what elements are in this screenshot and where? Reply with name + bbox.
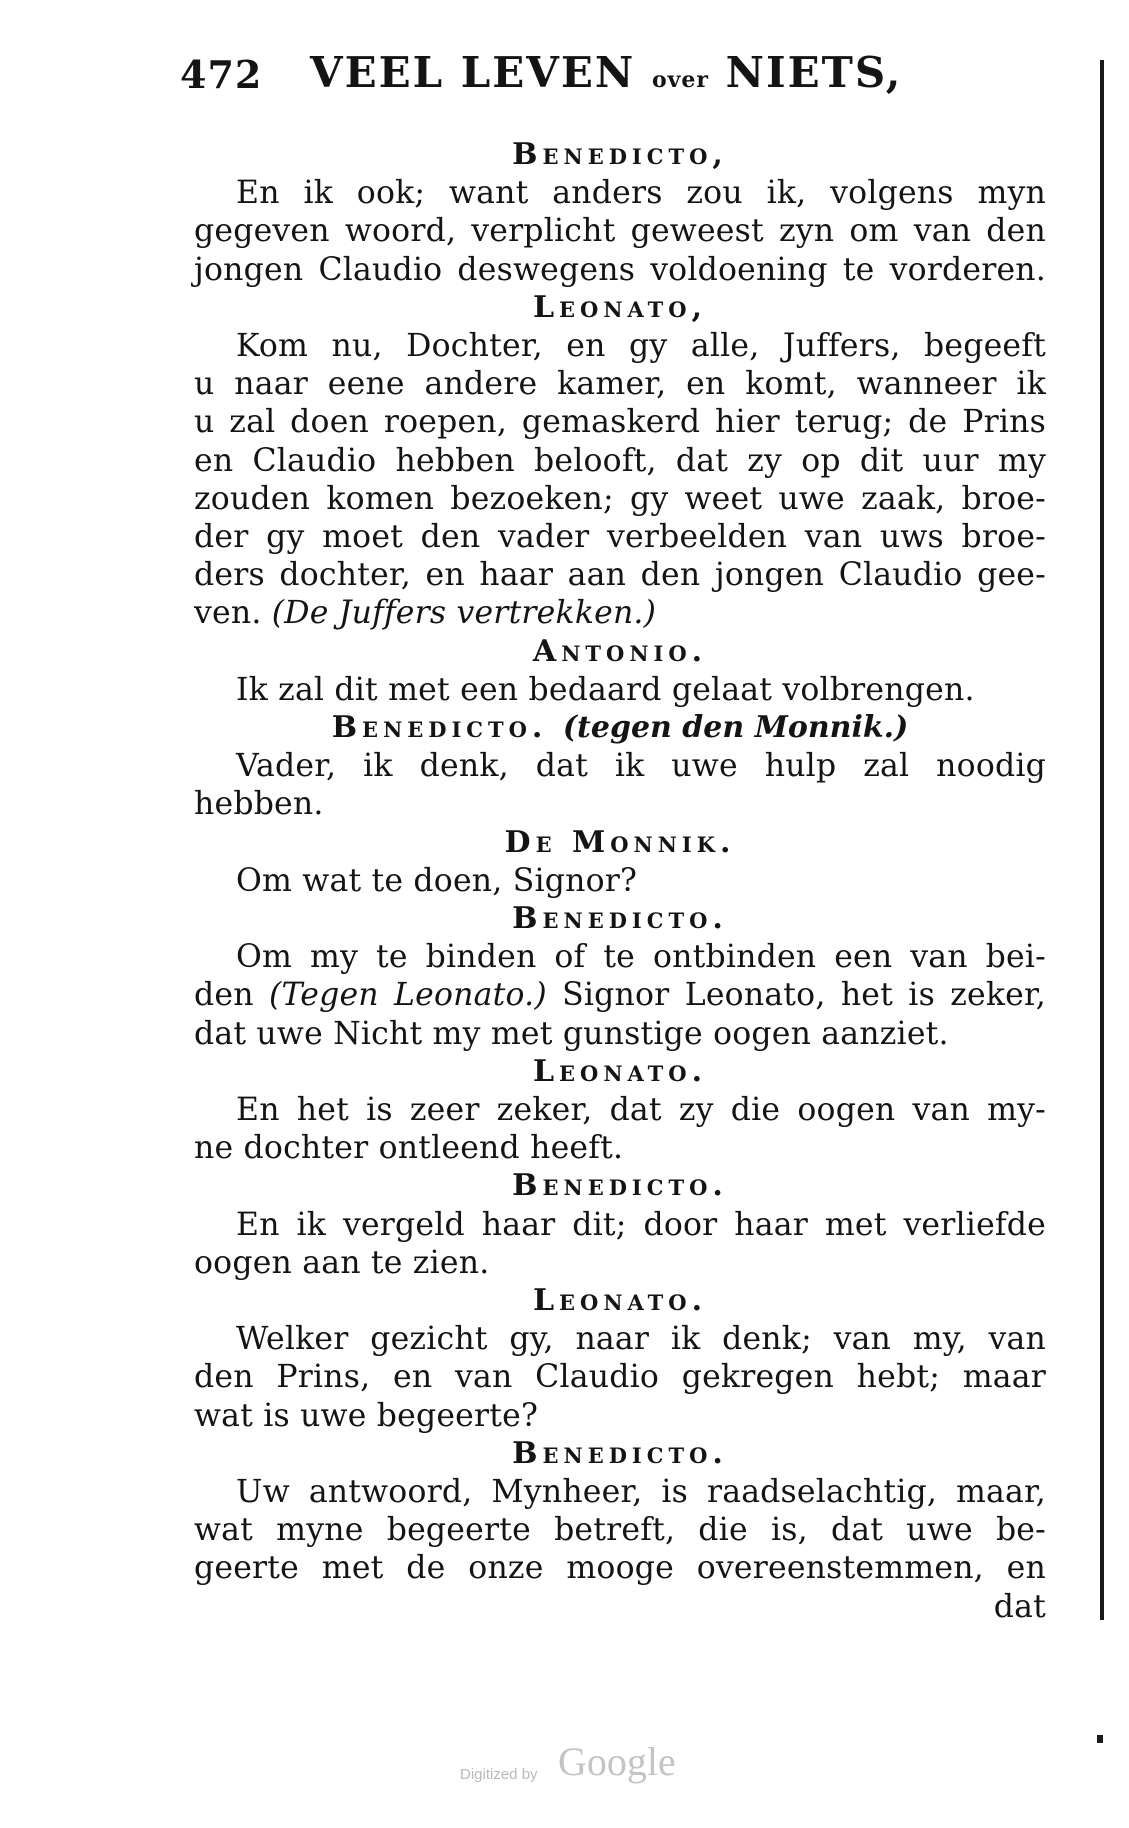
page-edge-shadow	[1100, 60, 1104, 1620]
text-line: en Claudio hebben belooft, dat zy op dit uur my	[194, 442, 1046, 479]
speech-block	[194, 671, 1046, 709]
text-line: geerte met de onze mooge overeenstemmen, en	[194, 1550, 1046, 1587]
text-line: der gy moet den vader verbeelden van uws broe-	[194, 519, 1046, 555]
text-line: u naar eene andere kamer, en komt, wanneer ik	[194, 366, 1046, 403]
text-line: Vader, ik denk, dat ik uwe hulp zal noodig	[236, 748, 1046, 785]
speech-block	[194, 1473, 1046, 1588]
speaker-heading: Leonato.	[532, 1282, 708, 1318]
speech-block	[194, 1091, 1046, 1167]
speech-block	[194, 1206, 1046, 1282]
text-line: oogen aan te zien.	[194, 1244, 490, 1281]
speech-block	[194, 862, 1046, 900]
catchword: dat	[993, 1588, 1046, 1625]
text-line: zouden komen bezoeken; gy weet uwe zaak, broe-	[194, 480, 1046, 517]
text-line	[194, 594, 1046, 632]
text-line: wat is uwe begeerte?	[194, 1397, 539, 1434]
page-number: 472	[180, 52, 263, 97]
text-fragment: Signor Leonato, het is zeker,	[562, 977, 1046, 1014]
text-line: Welker gezicht gy, naar ik denk; van my, van	[236, 1321, 1046, 1358]
text-line: jongen Claudio deswegens voldoening te vorderen.	[194, 251, 1046, 288]
text-line: Om wat te doen, Signor?	[236, 862, 638, 899]
speech-block	[194, 174, 1046, 289]
text-fragment: ven.	[194, 595, 262, 632]
speech-block	[194, 1320, 1046, 1435]
stage-direction: (Tegen Leonato.)	[268, 977, 547, 1014]
google-logo: Google	[558, 1739, 676, 1784]
speaker-name: Benedicto.	[331, 710, 548, 745]
text-line: dat uwe Nicht my met gunstige oogen aanziet.	[194, 1015, 949, 1052]
text-line: ders dochter, en haar aan den jongen Claudio gee-	[194, 557, 1046, 594]
text-line	[194, 976, 1046, 1014]
speaker-heading: Leonato,	[532, 289, 708, 325]
text-line: hebben.	[194, 786, 324, 823]
running-title-small: over	[651, 67, 709, 93]
text-line: den Prins, en van Claudio gekregen hebt; maar	[194, 1359, 1046, 1396]
catchword-row	[194, 1588, 1046, 1626]
speech-block	[194, 938, 1046, 1053]
text-fragment: den	[194, 977, 254, 1014]
text-line: Om my te binden of te ontbinden een van bei-	[236, 939, 1046, 976]
speaker-heading: Benedicto.	[512, 1435, 728, 1471]
speaker-heading	[194, 709, 1046, 747]
text-line: Kom nu, Dochter, en gy alle, Juffers, begeeft	[236, 327, 1046, 364]
running-title-part-2: NIETS,	[725, 48, 903, 97]
page-edge-mark	[1097, 1735, 1103, 1743]
text-line: Uw antwoord, Mynheer, is raadselachtig, maar,	[236, 1473, 1046, 1510]
text-line: wat myne begeerte betreft, die is, dat uwe be-	[194, 1512, 1046, 1549]
speech-block	[194, 327, 1046, 633]
speaker-heading: Benedicto.	[512, 900, 728, 936]
running-title	[310, 48, 902, 97]
stage-direction: (De Juffers vertrekken.)	[271, 595, 657, 632]
digitization-watermark	[460, 1738, 720, 1788]
text-line: u zal doen roepen, gemaskerd hier terug; de Prins	[194, 404, 1046, 441]
play-text	[194, 136, 1046, 1626]
stage-direction: (tegen den Monnik.)	[562, 710, 909, 745]
speech-block	[194, 747, 1046, 823]
speaker-heading: Benedicto.	[512, 1168, 728, 1204]
text-line: En ik ook; want anders zou ik, volgens myn	[236, 175, 1046, 212]
speaker-heading: De Monnik.	[504, 824, 736, 860]
text-line: En ik vergeld haar dit; door haar met verliefde	[236, 1206, 1046, 1243]
digitized-by-label: Digitized by	[460, 1766, 538, 1783]
running-head	[180, 48, 1060, 98]
running-title-part-1: VEEL LEVEN	[310, 48, 636, 97]
text-line: ne dochter ontleend heeft.	[194, 1130, 624, 1167]
speaker-heading: Leonato.	[532, 1053, 708, 1089]
text-line: gegeven woord, verplicht geweest zyn om van den	[194, 213, 1046, 250]
text-line: En het is zeer zeker, dat zy die oogen van my-	[236, 1091, 1046, 1128]
text-line: Ik zal dit met een bedaard gelaat volbrengen.	[236, 671, 975, 708]
speaker-heading: Antonio.	[532, 633, 708, 669]
speaker-heading: Benedicto,	[512, 137, 728, 172]
